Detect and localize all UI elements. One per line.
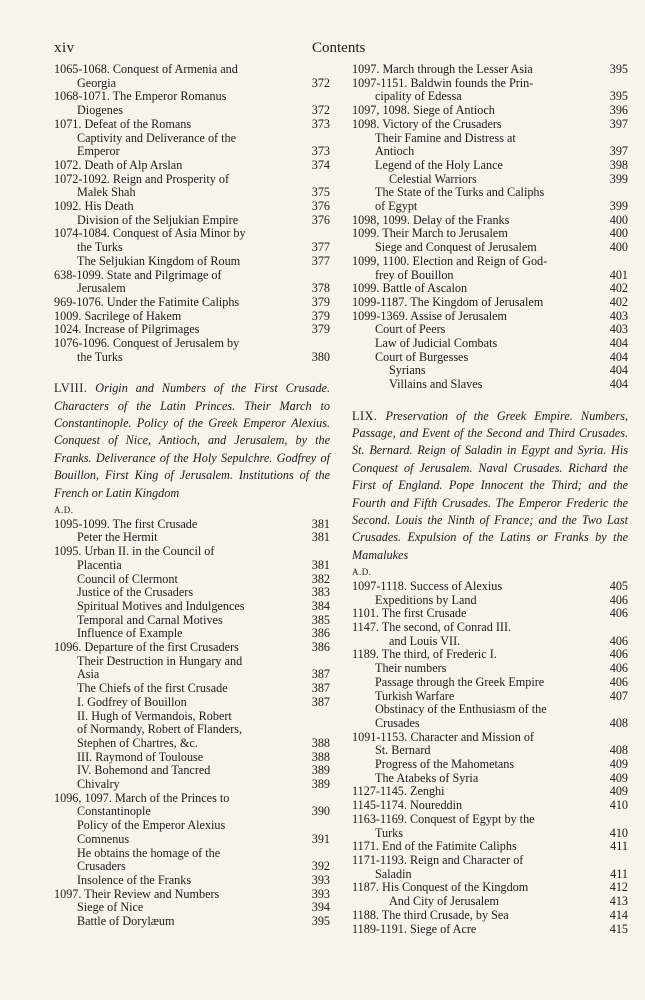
- toc-entry-text: Asia: [77, 667, 100, 682]
- toc-entry-text: 1099. Battle of Ascalon: [352, 281, 468, 296]
- toc-entry-text: of Normandy, Robert of Flanders,: [77, 722, 243, 737]
- toc-entry: [54, 63, 330, 77]
- running-head: Contents: [312, 40, 366, 56]
- toc-entry-text: Malek Shah: [77, 185, 136, 200]
- toc-page-number: 377: [311, 240, 330, 255]
- toc-entry-text: 1099-1369. Assise of Jerusalem: [352, 308, 508, 323]
- toc-page-number: 403: [609, 308, 628, 323]
- toc-page-number: 405: [609, 578, 628, 593]
- toc-entry: [54, 696, 330, 710]
- toc-entry: [54, 323, 330, 337]
- toc-entry: [352, 635, 628, 649]
- toc-entry: [352, 827, 628, 841]
- toc-entry-text: 1171-1193. Reign and Character of: [352, 852, 524, 867]
- toc-entry: [352, 269, 628, 283]
- toc-page-number: 395: [609, 62, 628, 76]
- toc-entry: [352, 840, 628, 854]
- toc-entry: [352, 90, 628, 104]
- toc-page-number: 409: [609, 757, 628, 772]
- toc-entry: [352, 159, 628, 173]
- toc-page-number: 385: [311, 612, 330, 627]
- toc-entry-text: Captivity and Deliverance of the: [77, 130, 237, 145]
- toc-entry: [352, 621, 628, 635]
- toc-entry-text: Crusaders: [77, 859, 126, 874]
- toc-page-number: 413: [609, 894, 628, 909]
- toc-page-number: 411: [610, 839, 628, 854]
- toc-entry-text: 1097. March through the Lesser Asia: [352, 62, 533, 76]
- toc-page-number: 414: [609, 907, 628, 922]
- chapter-number: LVIII.: [54, 381, 88, 396]
- toc-entry: [54, 600, 330, 614]
- toc-page-number: 373: [311, 144, 330, 159]
- toc-entry: [54, 874, 330, 888]
- toc-entry-text: 1097-1151. Baldwin founds the Prin-: [352, 75, 534, 90]
- toc-entry-text: Spiritual Motives and Indulgences: [77, 598, 245, 613]
- toc-entry-text: the Turks: [77, 349, 123, 364]
- toc-entry-text: the Turks: [77, 240, 123, 255]
- toc-entry-text: The State of the Turks and Caliphs: [375, 185, 545, 200]
- toc-page-number: 401: [609, 267, 628, 282]
- page-number: xiv: [54, 40, 75, 56]
- toc-entry-text: Progress of the Mahometans: [375, 757, 515, 772]
- toc-entry: [352, 772, 628, 786]
- toc-page-number: 379: [311, 322, 330, 337]
- toc-entry: [352, 132, 628, 146]
- toc-page-number: 398: [609, 157, 628, 172]
- toc-page-number: 389: [311, 777, 330, 792]
- toc-entry-text: 638-1099. State and Pilgrimage of: [54, 267, 222, 282]
- toc-entry-text: Temporal and Carnal Motives: [77, 612, 223, 627]
- toc-entry-text: Their numbers: [375, 661, 447, 676]
- toc-entry-text: Law of Judicial Combats: [375, 336, 498, 351]
- toc-entry: [54, 337, 330, 351]
- toc-entry: [352, 662, 628, 676]
- toc-entry: [54, 145, 330, 159]
- toc-page-number: 386: [311, 640, 330, 655]
- toc-page-number: 402: [609, 294, 628, 309]
- toc-entry: [352, 118, 628, 132]
- toc-page-number: 406: [609, 606, 628, 621]
- toc-entry: [54, 77, 330, 91]
- toc-page-number: 409: [609, 784, 628, 799]
- toc-entry-text: Siege of Nice: [77, 900, 144, 915]
- toc-page-number: 388: [311, 749, 330, 764]
- toc-entry: [54, 200, 330, 214]
- toc-entry: [54, 296, 330, 310]
- toc-entry-text: Antioch: [375, 144, 415, 159]
- toc-entry-text: Siege and Conquest of Jerusalem: [375, 240, 537, 255]
- toc-entry: [54, 227, 330, 241]
- toc-entry-text: Crusades: [375, 715, 420, 730]
- toc-page-number: 406: [609, 661, 628, 676]
- toc-page-number: 399: [609, 171, 628, 186]
- toc-entry-text: 1074-1084. Conquest of Asia Minor by: [54, 226, 246, 241]
- toc-page-number: 375: [311, 185, 330, 200]
- toc-page-number: 383: [311, 585, 330, 600]
- toc-entry: [54, 915, 330, 929]
- toc-entry-text: Division of the Seljukian Empire: [77, 212, 239, 227]
- toc-page-number: 415: [609, 921, 628, 936]
- toc-entry: [352, 868, 628, 882]
- toc-entry: [352, 854, 628, 868]
- toc-entry-text: Stephen of Chartres, &c.: [77, 735, 198, 750]
- toc-entry-text: Passage through the Greek Empire: [375, 674, 545, 689]
- toc-entry: [352, 200, 628, 214]
- toc-entry: [352, 717, 628, 731]
- toc-page-number: 390: [311, 804, 330, 819]
- toc-entry: [54, 888, 330, 902]
- toc-entry-text: Emperor: [77, 144, 120, 159]
- toc-entry-text: cipality of Edessa: [375, 89, 462, 104]
- toc-entry: [54, 159, 330, 173]
- toc-page-number: 404: [609, 336, 628, 351]
- toc-page-number: 410: [609, 825, 628, 840]
- toc-entry-text: 1097, 1098. Siege of Antioch: [352, 103, 495, 118]
- toc-page-number: 381: [311, 557, 330, 572]
- toc-entry-text: and Louis VII.: [389, 633, 461, 648]
- toc-entry: [352, 351, 628, 365]
- toc-entry-text: 1065-1068. Conquest of Armenia and: [54, 62, 238, 76]
- toc-entry: [54, 518, 330, 532]
- toc-page-number: 382: [311, 571, 330, 586]
- toc-entry-text: Legend of the Holy Lance: [375, 157, 503, 172]
- toc-entry-text: 1189-1191. Siege of Acre: [352, 921, 477, 936]
- section-spacer: [54, 364, 330, 378]
- toc-entry-text: 1171. End of the Fatimite Caliphs: [352, 839, 517, 854]
- toc-entry-text: Court of Burgesses: [375, 349, 469, 364]
- toc-page-number: 389: [311, 763, 330, 778]
- toc-entry: [54, 586, 330, 600]
- toc-entry: [352, 758, 628, 772]
- toc-entry-text: Constantinople: [77, 804, 151, 819]
- toc-entry: [352, 77, 628, 91]
- toc-page-number: 409: [609, 770, 628, 785]
- toc-page-number: 387: [311, 667, 330, 682]
- toc-entry-text: 1096. Departure of the first Crusaders: [54, 640, 239, 655]
- toc-entry: [54, 723, 330, 737]
- toc-entry: [54, 214, 330, 228]
- toc-entry: [54, 559, 330, 573]
- toc-entry: [54, 173, 330, 187]
- chapter-summary: Preservation of the Greek Empire. Numbers, Passage, and Event of the Second and Third Crusades. St. Bernard. Reign of Saladin in Egypt and Syria. His Conquest of Jerusalem. Naval Crusades. Richard the First of England. Pope Innocent the Third; and the Fourth and Fifth Crusades. The Emperor Frederic the Second. Louis the Ninth of France; and the Two Last Crusades. Expulsion of the Latins or Franks by the Mamalukes: [352, 408, 628, 562]
- toc-entry: [352, 676, 628, 690]
- toc-entry: [352, 282, 628, 296]
- toc-entry: [54, 737, 330, 751]
- toc-page-number: 379: [311, 308, 330, 323]
- chapter-summary: Origin and Numbers of the First Crusade. Characters of the Latin Princes. Their March to Constantinople. Policy of the Greek Emperor Alexius. Conquest of Nice, Antioch, and Jerusalem, by the Franks. Deliverance of the Holy Sepulchre. Godfrey of Bouillon, First King of Jerusalem. Institutions of the French or Latin Kingdom: [54, 381, 330, 500]
- toc-page-number: 397: [609, 144, 628, 159]
- toc-page-number: 399: [609, 199, 628, 214]
- toc-entry-text: 1099, 1100. Election and Reign of God-: [352, 253, 548, 268]
- toc-entry: [54, 751, 330, 765]
- toc-entry-text: IV. Bohemond and Tancred: [77, 763, 211, 778]
- toc-page-number: 396: [609, 103, 628, 118]
- toc-entry: [54, 282, 330, 296]
- toc-page-number: 386: [311, 626, 330, 641]
- toc-page-number: 404: [609, 349, 628, 364]
- toc-entry-text: 1072-1092. Reign and Prosperity of: [54, 171, 230, 186]
- toc-entry: [54, 682, 330, 696]
- toc-entry: [352, 145, 628, 159]
- toc-entry: [352, 744, 628, 758]
- toc-entry: [54, 847, 330, 861]
- toc-entry-text: 1072. Death of Alp Arslan: [54, 157, 183, 172]
- toc-page-number: 376: [311, 199, 330, 214]
- toc-page-number: 410: [609, 798, 628, 813]
- toc-entry-text: Jerusalem: [77, 281, 126, 296]
- toc-entry-text: 1098, 1099. Delay of the Franks: [352, 212, 510, 227]
- toc-entry-text: 1099-1187. The Kingdom of Jerusalem: [352, 294, 544, 309]
- toc-page-number: 406: [609, 592, 628, 607]
- toc-entry: [54, 351, 330, 365]
- toc-page-number: 397: [609, 116, 628, 131]
- toc-page-number: 394: [311, 900, 330, 915]
- toc-entry-text: Turkish Warfare: [375, 688, 455, 703]
- toc-entry: [352, 241, 628, 255]
- toc-entry-text: 1009. Sacrilege of Hakem: [54, 308, 182, 323]
- toc-entry-text: 1091-1153. Character and Mission of: [352, 729, 534, 744]
- toc-entry-text: 1127-1145. Zenghi: [352, 784, 445, 799]
- toc-page-number: 388: [311, 735, 330, 750]
- toc-entry-text: of Egypt: [375, 199, 418, 214]
- toc-entry-text: 1098. Victory of the Crusaders: [352, 116, 502, 131]
- toc-entry-text: Influence of Example: [77, 626, 183, 641]
- toc-entry-text: I. Godfrey of Bouillon: [77, 694, 187, 709]
- toc-page-number: 395: [311, 914, 330, 929]
- toc-entry-text: The Seljukian Kingdom of Roum: [77, 253, 241, 268]
- toc-entry-text: II. Hugh of Vermandois, Robert: [77, 708, 232, 723]
- toc-entry-text: Justice of the Crusaders: [77, 585, 194, 600]
- chapter-heading: [54, 380, 330, 502]
- toc-page-number: 412: [609, 880, 628, 895]
- toc-page-number: 402: [609, 281, 628, 296]
- toc-entry: [352, 364, 628, 378]
- toc-entry-text: Comnenus: [77, 831, 130, 846]
- toc-entry-text: 1024. Increase of Pilgrimages: [54, 322, 200, 337]
- toc-entry: [54, 819, 330, 833]
- toc-entry: [54, 833, 330, 847]
- toc-page-number: 391: [311, 831, 330, 846]
- toc-entry: [352, 580, 628, 594]
- toc-page-number: 411: [610, 866, 628, 881]
- toc-entry: [54, 778, 330, 792]
- toc-page-number: 381: [311, 530, 330, 545]
- chapter-number: LIX.: [352, 408, 378, 423]
- chapter-heading: [352, 408, 628, 565]
- toc-entry: [54, 764, 330, 778]
- toc-page-number: 387: [311, 681, 330, 696]
- toc-entry-text: 1187. His Conquest of the Kingdom: [352, 880, 529, 895]
- toc-entry-text: Saladin: [375, 866, 412, 881]
- toc-entry-text: frey of Bouillon: [375, 267, 454, 282]
- toc-entry: [352, 310, 628, 324]
- toc-entry-text: The Chiefs of the first Crusade: [77, 681, 228, 696]
- toc-entry-text: Court of Peers: [375, 322, 446, 337]
- toc-page-number: 406: [609, 633, 628, 648]
- toc-entry: [54, 269, 330, 283]
- toc-entry-text: Syrians: [389, 363, 426, 378]
- toc-entry-text: 1163-1169. Conquest of Egypt by the: [352, 811, 535, 826]
- toc-entry: [54, 668, 330, 682]
- toc-page-number: 378: [311, 281, 330, 296]
- toc-entry: [352, 923, 628, 937]
- toc-entry-text: And City of Jerusalem: [389, 894, 500, 909]
- toc-entry: [352, 378, 628, 392]
- toc-entry: [54, 310, 330, 324]
- toc-entry-text: 1099. Their March to Jerusalem: [352, 226, 508, 241]
- toc-entry: [352, 799, 628, 813]
- toc-entry-text: 1101. The first Crusade: [352, 606, 467, 621]
- toc-entry-text: 1071. Defeat of the Romans: [54, 116, 192, 131]
- toc-entry-text: Celestial Warriors: [389, 171, 477, 186]
- toc-page-number: 404: [609, 363, 628, 378]
- toc-entry-text: 1188. The third Crusade, by Sea: [352, 907, 509, 922]
- toc-entry-text: 1076-1096. Conquest of Jerusalem by: [54, 336, 240, 351]
- toc-entry-text: Obstinacy of the Enthusiasm of the: [375, 702, 547, 717]
- toc-entry-text: St. Bernard: [375, 743, 431, 758]
- toc-entry-text: Their Famine and Distress at: [375, 130, 516, 145]
- toc-entry-text: III. Raymond of Toulouse: [77, 749, 204, 764]
- toc-entry: [54, 255, 330, 269]
- toc-entry: [54, 792, 330, 806]
- toc-page-number: 400: [609, 240, 628, 255]
- toc-entry: [352, 594, 628, 608]
- toc-entry-text: Expeditions by Land: [375, 592, 477, 607]
- toc-page-number: 403: [609, 322, 628, 337]
- toc-entry: [54, 132, 330, 146]
- toc-entry-text: Their Destruction in Hungary and: [77, 653, 243, 668]
- toc-entry: [352, 731, 628, 745]
- toc-page-number: 393: [311, 872, 330, 887]
- toc-entry-text: 1189. The third, of Frederic I.: [352, 647, 497, 662]
- toc-entry-text: 1097. Their Review and Numbers: [54, 886, 220, 901]
- toc-page-number: 380: [311, 349, 330, 364]
- toc-entry: [352, 63, 628, 77]
- toc-page-number: 387: [311, 694, 330, 709]
- toc-entry-text: 1095-1099. The first Crusade: [54, 516, 198, 531]
- toc-entry: [352, 690, 628, 704]
- toc-entry: [54, 90, 330, 104]
- toc-page-number: 374: [311, 157, 330, 172]
- toc-entry-text: Chivalry: [77, 777, 120, 792]
- toc-entry: [352, 255, 628, 269]
- toc-entry: [54, 860, 330, 874]
- toc-page-number: 400: [609, 212, 628, 227]
- toc-entry-text: Villains and Slaves: [389, 377, 483, 392]
- toc-entry-text: 1095. Urban II. in the Council of: [54, 544, 215, 559]
- toc-page-number: 379: [311, 294, 330, 309]
- toc-entry: [54, 641, 330, 655]
- toc-page-number: 392: [311, 859, 330, 874]
- toc-entry-text: 1068-1071. The Emperor Romanus: [54, 89, 227, 104]
- toc-entry-text: 1092. His Death: [54, 199, 134, 214]
- toc-entry: [352, 895, 628, 909]
- toc-entry: [54, 573, 330, 587]
- toc-entry: [352, 227, 628, 241]
- toc-entry: [54, 710, 330, 724]
- toc-entry: [352, 337, 628, 351]
- toc-entry: [352, 881, 628, 895]
- toc-entry: [352, 173, 628, 187]
- toc-page-number: 406: [609, 647, 628, 662]
- toc-entry: [352, 104, 628, 118]
- toc-entry-text: Diogenes: [77, 103, 124, 118]
- toc-entry: [54, 614, 330, 628]
- toc-entry-text: Council of Clermont: [77, 571, 178, 586]
- toc-entry-text: Placentia: [77, 557, 122, 572]
- toc-page-number: 381: [311, 516, 330, 531]
- contents-column-right: [352, 63, 628, 936]
- toc-page-number: 400: [609, 226, 628, 241]
- toc-page-number: 376: [311, 212, 330, 227]
- toc-entry-text: Turks: [375, 825, 404, 840]
- toc-entry: [54, 104, 330, 118]
- toc-entry-text: He obtains the homage of the: [77, 845, 221, 860]
- toc-entry-text: 1147. The second, of Conrad III.: [352, 620, 512, 635]
- toc-page-number: 373: [311, 116, 330, 131]
- toc-entry-text: Battle of Dorylæum: [77, 914, 175, 929]
- toc-entry: [352, 186, 628, 200]
- toc-entry: [352, 323, 628, 337]
- toc-entry: [352, 703, 628, 717]
- toc-entry-text: Peter the Hermit: [77, 530, 158, 545]
- toc-entry-text: Insolence of the Franks: [77, 872, 192, 887]
- toc-entry-text: 1096, 1097. March of the Princes to: [54, 790, 230, 805]
- toc-entry: [54, 627, 330, 641]
- toc-entry: [352, 909, 628, 923]
- toc-entry: [352, 214, 628, 228]
- era-label: A.D.: [352, 567, 372, 578]
- toc-entry: [352, 607, 628, 621]
- toc-entry-text: The Atabeks of Syria: [375, 770, 479, 785]
- toc-page-number: 408: [609, 743, 628, 758]
- toc-entry: [352, 296, 628, 310]
- contents-column-left: [54, 63, 330, 929]
- toc-entry: [352, 785, 628, 799]
- toc-entry: [54, 545, 330, 559]
- toc-page-number: 372: [311, 103, 330, 118]
- toc-page-number: 393: [311, 886, 330, 901]
- toc-entry: [54, 241, 330, 255]
- era-label: A.D.: [54, 505, 74, 515]
- toc-entry: [54, 655, 330, 669]
- toc-entry: [352, 813, 628, 827]
- toc-page-number: 408: [609, 715, 628, 730]
- toc-page-number: 407: [609, 688, 628, 703]
- toc-entry-text: Policy of the Emperor Alexius: [77, 818, 226, 833]
- toc-entry-text: 969-1076. Under the Fatimite Caliphs: [54, 294, 240, 309]
- toc-entry: [352, 648, 628, 662]
- toc-entry: [54, 531, 330, 545]
- toc-entry-text: 1145-1174. Noureddin: [352, 798, 463, 813]
- toc-page-number: 395: [609, 89, 628, 104]
- toc-page-number: 406: [609, 674, 628, 689]
- toc-page-number: 384: [311, 598, 330, 613]
- toc-entry-text: 1097-1118. Success of Alexius: [352, 578, 503, 593]
- toc-entry: [54, 186, 330, 200]
- toc-entry-text: Georgia: [77, 75, 117, 90]
- toc-entry: [54, 901, 330, 915]
- toc-page-number: 404: [609, 377, 628, 392]
- toc-entry: [54, 805, 330, 819]
- toc-page-number: 372: [311, 75, 330, 90]
- toc-entry: [54, 118, 330, 132]
- toc-page-number: 377: [311, 253, 330, 268]
- section-spacer: [352, 392, 628, 406]
